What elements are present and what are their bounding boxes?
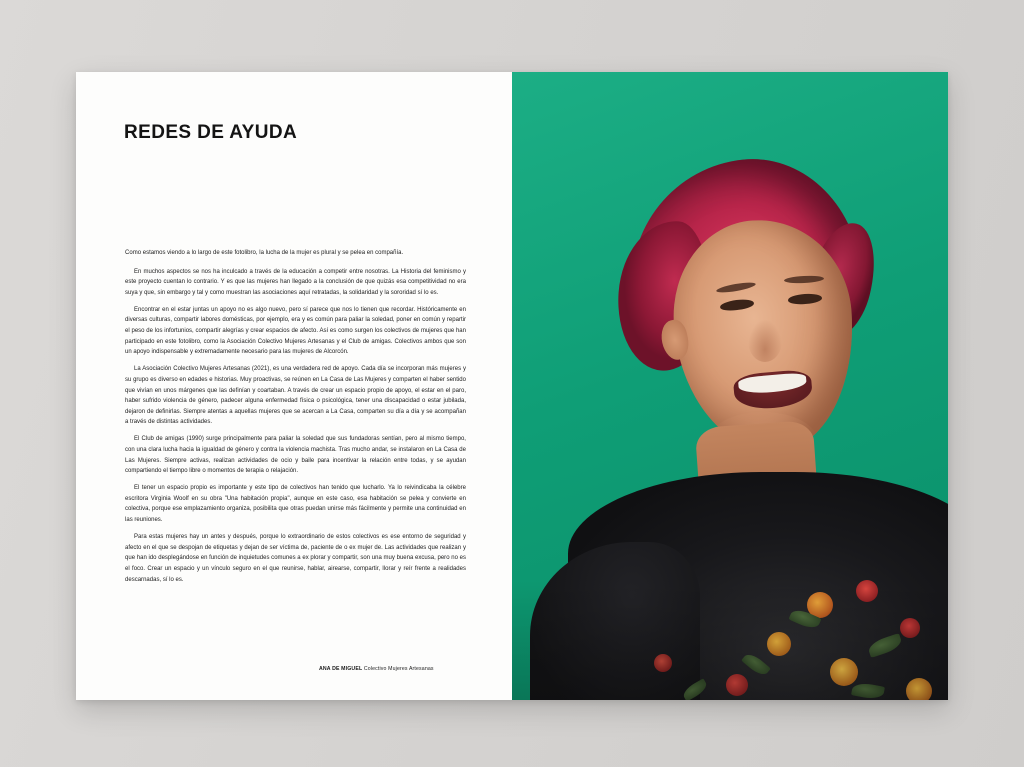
paragraph: En muchos aspectos se nos ha inculcado a través de la educación a competir entre nosotras. La Historia del feminismo y este proyecto cuentan lo contrario. Y es que las mujeres han llegado a la conclusión de que quizás esa competitividad no era suya y que, sin embargo y tal y como muestran las asociaciones aquí retratadas, la solidaridad y la sororidad sí lo es.	[125, 268, 466, 296]
credit-organization: Colectivo Mujeres Artesanas	[363, 666, 434, 672]
embroidered-flower	[726, 674, 748, 696]
credit-name: ANA DE MIGUEL	[319, 666, 363, 672]
photo-credit	[319, 666, 434, 672]
teeth-shape	[738, 372, 807, 395]
paragraph: Para estas mujeres hay un antes y después, porque lo extraordinario de estos colectivos es ese entorno de seguridad y afecto en el que se despojan de etiquetas y dejan de ser víctima de, paciente de o ex mujer de. Las actividades que realizan y que han ido desplegándose en función de inquietudes comunes a ex plorar y compartir, son una muy buena excusa, pero no es el foco. Crear un espacio y un vínculo seguro en el que reunirse, hablar, airearse, compartir, llorar y reír frente a realidades descarnadas, sí lo es.	[125, 534, 466, 583]
article-body	[125, 248, 466, 592]
embroidered-flower	[900, 618, 920, 638]
embroidered-flower	[830, 658, 858, 686]
paragraph: El Club de amigas (1990) surge principalmente para paliar la soledad que sus fundadoras sentían, pero al mismo tiempo, con una clara lucha hacia la igualdad de género y contra la violencia machista. Tras mucho andar, se instalaron en La Casa de Las Mujeres. Siempre activas, realizan actividades de ocio y baile para incentivar la relación entre todas, y se ayudan compartiendo el tiempo libre o momentos de terapia o relajación.	[125, 436, 466, 475]
nose-shape	[748, 320, 782, 362]
paragraph: Como estamos viendo a lo largo de este fotolibro, la lucha de la mujer es plural y se pelea en compañía.	[125, 250, 404, 256]
page-title: REDES DE AYUDA	[124, 122, 298, 143]
paragraph: La Asociación Colectivo Mujeres Artesanas (2021), es una verdadera red de apoyo. Cada día se incorporan más mujeres y su grupo es diverso en edades e historias. Muy proactivas, se reúnen en La Casa de Las Mujeres y comparten el haber sentido que vivían en unos márgenes que las definían y coartaban. A través de crear un espacio propio de apoyo, el estar en el paro, haber sufrido violencia de género, padecer alguna enfermedad física o psicológica, tener una discapacidad o estar jubilada, dejaron de definirlas. Siempre atentas a aquellas mujeres que se acercan a La Casa, comparten su día a día y se acompañan a través de distintas actividades.	[125, 366, 466, 426]
text-page	[76, 72, 512, 700]
photo-page	[512, 72, 948, 700]
paragraph: El tener un espacio propio es importante y este tipo de colectivos han tenido que lucharlo. Ya lo reivindicaba la célebre escritora Virginia Woolf en su obra "Una habitación propia", aunque en este caso, esa habitación se pelea y convierte en colectiva, porque ese emplazamiento organiza, posibilita que otras puedan unirse más fácilmente y permite una continuidad en las reuniones.	[125, 485, 466, 524]
embroidered-flower	[767, 632, 791, 656]
embroidered-flower	[654, 654, 672, 672]
embroidered-flower	[906, 678, 932, 700]
book-spread	[76, 72, 948, 700]
embroidered-flower	[856, 580, 878, 602]
paragraph: Encontrar en el estar juntas un apoyo no es algo nuevo, pero sí parece que nos lo tienen que recordar. Históricamente en diversas culturas, compartir labores domésticas, por ejemplo, era y es común para paliar la soledad, poner en común y repartir el peso de los infortunios, compartir alegrías y crear espacios de afecto. Así es como surgen los colectivos de mujeres que han participado en este fotolibro, como la Asociación Colectivo Mujeres Artesanas y el Club de amigas. Colectivos ambos que son un apoyo indispensable y extremadamente necesario para las mujeres de Alcorcón.	[125, 306, 466, 356]
